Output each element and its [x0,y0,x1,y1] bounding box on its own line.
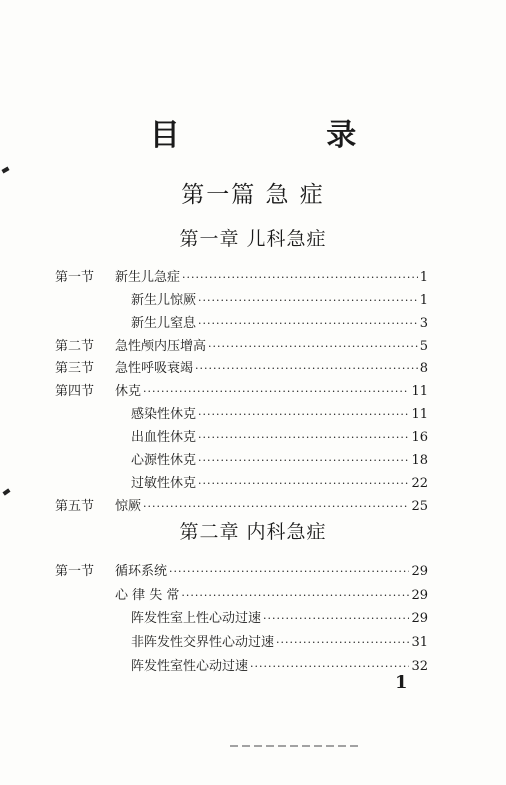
toc-entry-line [115,268,428,288]
toc-entry-line [131,633,428,653]
toc-entry-line [115,562,428,582]
toc-entry-title: 急性呼吸衰竭 [115,361,194,376]
leader-dots [208,337,418,357]
toc-entry-title: 阵发性室性心动过速 [131,659,249,674]
toc-entry-line [131,474,428,494]
toc-entry-page: 11 [411,384,428,399]
toc-entry [0,314,506,334]
toc-entry [0,359,506,379]
toc-entry [0,657,506,677]
leader-dots [182,268,418,288]
page-number: 1 [395,672,408,693]
toc-entry-line [131,314,428,334]
toc-entry [0,586,506,606]
toc-section-label: 第二节 [55,339,95,354]
toc-entry [0,609,506,629]
toc-entry [0,451,506,471]
toc-entry-page: 29 [411,588,428,603]
toc-entry-page: 32 [411,659,428,674]
toc-entry-title: 循环系统 [115,564,168,579]
toc-section-label: 第五节 [55,499,95,514]
toc-section-label: 第四节 [55,384,95,399]
toc-entry [0,497,506,517]
toc-entry-title: 急性颅内压增高 [115,339,207,354]
chapter-title: 第一章 儿科急症 [179,228,327,250]
leader-dots [143,497,409,517]
toc-entry-line [115,497,428,517]
toc-entry-page: 11 [411,407,428,422]
part-title: 第一篇 急 症 [181,182,325,208]
toc-entry-title: 出血性休克 [131,430,197,445]
leader-dots [198,405,409,425]
leader-dots [198,314,418,334]
toc-entry-page: 29 [411,564,428,579]
leader-dots [198,291,418,311]
toc-entry-title: 阵发性室上性心动过速 [131,611,262,626]
scan-artifact-line [230,745,360,747]
toc-entry-page: 5 [419,339,428,354]
leader-dots [143,382,409,402]
toc-entry-title: 感染性休克 [131,407,197,422]
leader-dots [169,562,409,582]
toc-entry-page: 31 [411,635,428,650]
toc-entry [0,291,506,311]
toc-entry-title: 心 律 失 常 [115,588,180,603]
leader-dots [195,359,418,379]
toc-entry-page: 22 [411,476,428,491]
toc-entry-title: 过敏性休克 [131,476,197,491]
toc-entry-page: 25 [411,499,428,514]
toc-entry-page: 1 [419,293,428,308]
toc-section-label: 第三节 [55,361,95,376]
toc-entry-title: 心源性休克 [131,453,197,468]
leader-dots [276,633,409,653]
leader-dots [181,586,409,606]
toc-entry-title: 新生儿惊厥 [131,293,197,308]
leader-dots [198,451,409,471]
toc-entry [0,428,506,448]
toc-entry-page: 3 [419,316,428,331]
toc-entry-title: 新生儿急症 [115,270,181,285]
toc-entry [0,382,506,402]
leader-dots [263,609,409,629]
toc-section-label: 第一节 [55,270,95,285]
toc-entry-page: 29 [411,611,428,626]
toc-entry-line [131,657,428,677]
leader-dots [198,474,409,494]
leader-dots [198,428,409,448]
toc-section-label: 第一节 [55,564,95,579]
toc-entry-line [115,337,428,357]
scan-mark [1,167,9,174]
chapter-title: 第二章 内科急症 [179,521,327,543]
toc-entry-title: 惊厥 [115,499,142,514]
toc-entry-line [115,359,428,379]
toc-entry-page: 8 [419,361,428,376]
toc-entry [0,268,506,288]
toc-entry-line [115,382,428,402]
toc-entry [0,633,506,653]
toc-entry [0,405,506,425]
toc-entry-title: 休克 [115,384,142,399]
toc-entry [0,337,506,357]
toc-entry [0,474,506,494]
toc-entry-line [131,405,428,425]
toc-entry-line [131,451,428,471]
toc-entry-page: 18 [411,453,428,468]
toc-entry-page: 16 [411,430,428,445]
toc-entry [0,562,506,582]
toc-entry-title: 非阵发性交界性心动过速 [131,635,275,650]
toc-entry-line [131,291,428,311]
toc-entry-line [131,428,428,448]
toc-entry-line [115,586,428,606]
toc-entry-title: 新生儿窒息 [131,316,197,331]
toc-entry-line [131,609,428,629]
leader-dots [250,657,409,677]
page-title: 目 录 [149,118,425,153]
toc-entry-page: 1 [419,270,428,285]
